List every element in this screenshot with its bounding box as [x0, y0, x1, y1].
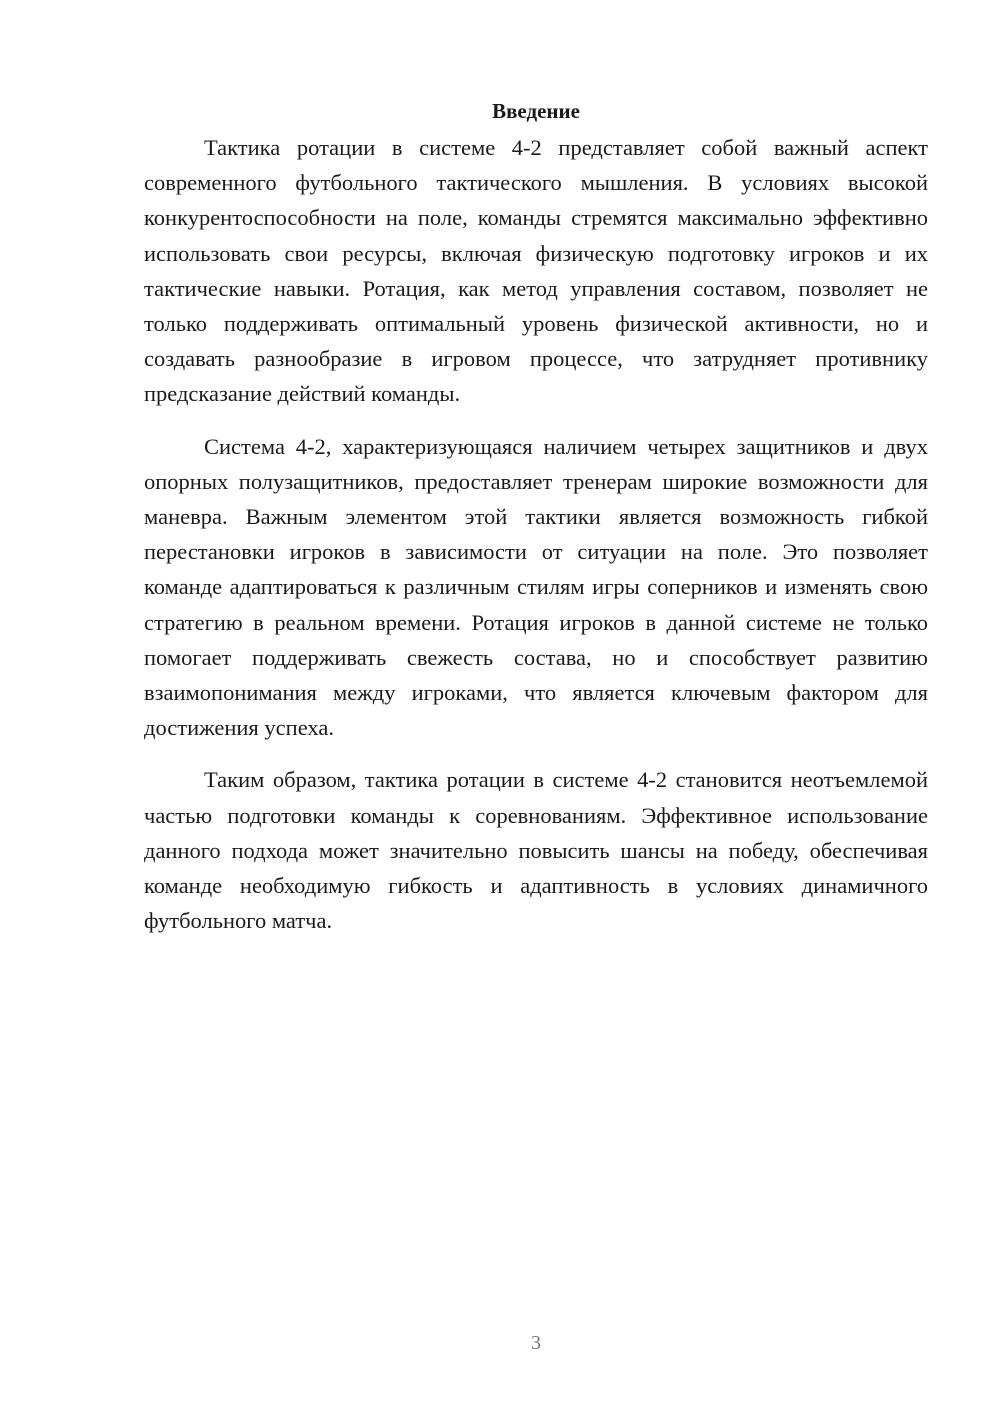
section-heading: Введение: [492, 99, 580, 123]
paragraph-1: Тактика ротации в системе 4-2 представляет собой важный аспект современного футбольного тактического мышления. В условиях высокой конкурентоспособности на поле, команды стремятся максимально эффективно использовать свои ресурсы, включая физическую подготовку игроков и их тактические навыки. Ротация, как метод управления составом, позволяет не только поддерживать оптимальный уровень физической активности, но и создавать разнообразие в игровом процессе, что затрудняет противнику предсказание действий команды.: [144, 135, 928, 407]
page-number: 3: [531, 1332, 541, 1354]
paragraph-2: Система 4-2, характеризующаяся наличием четырех защитников и двух опорных полузащитников, предоставляет тренерам широкие возможности для маневра. Важным элементом этой тактики является возможность гибкой перестановки игроков в зависимости от ситуации на поле. Это позволяет команде адаптироваться к различным стилям игры соперников и изменять свою стратегию в реальном времени. Ротация игроков в данной системе не только помогает поддерживать свежесть состава, но и способствует развитию взаимопонимания между игроками, что является ключевым фактором для достижения успеха.: [144, 433, 928, 741]
paragraph-3: Таким образом, тактика ротации в системе 4-2 становится неотъемлемой частью подготовки команды к соревнованиям. Эффективное использование данного подхода может значительно повысить шансы на победу, обеспечивая команде необходимую гибкость и адаптивность в условиях динамичного футбольного матча.: [144, 767, 928, 934]
page-content: [144, 94, 928, 955]
